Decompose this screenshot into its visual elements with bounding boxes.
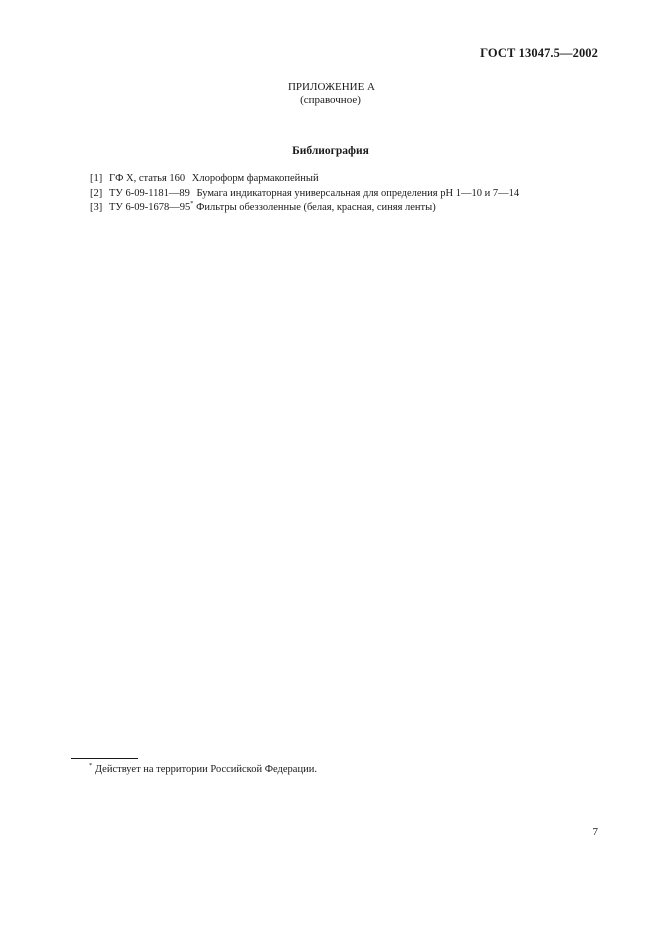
- appendix-heading: ПРИЛОЖЕНИЕ А: [287, 81, 375, 93]
- bibliography-item-title: Бумага индикаторная универсальная для определения рН 1—10 и 7—14: [196, 187, 520, 199]
- bibliography-item-number: [2]: [90, 187, 103, 199]
- bibliography-item-title: Хлороформ фармакопейный: [191, 173, 319, 184]
- bibliography-item-marker: *: [190, 200, 194, 207]
- bibliography-item-code: ТУ 6-09-1678—95: [109, 202, 191, 213]
- bibliography-title: Библиография: [292, 145, 369, 157]
- bibliography-item-code: ТУ 6-09-1181—89: [109, 187, 190, 199]
- page-number: 7: [592, 826, 598, 838]
- footnote: [89, 764, 317, 775]
- document-code-header: ГОСТ 13047.5—2002: [480, 46, 598, 60]
- appendix-heading-block: [0, 81, 661, 107]
- appendix-subheading: (справочное): [300, 94, 361, 106]
- footnote-marker: *: [89, 762, 93, 769]
- footnote-divider: [71, 758, 138, 759]
- bibliography-item: [90, 172, 519, 187]
- footnote-text: Действует на территории Российской Федерации.: [94, 764, 317, 775]
- bibliography-item-number: [1]: [90, 173, 103, 184]
- bibliography-item-title: Фильтры обеззоленные (белая, красная, синяя ленты): [196, 202, 436, 213]
- bibliography-list: [90, 172, 519, 216]
- bibliography-item: [90, 187, 519, 202]
- bibliography-item-code: ГФ X, статья 160: [109, 173, 186, 184]
- bibliography-item-number: [3]: [90, 202, 103, 213]
- bibliography-item: [90, 201, 519, 216]
